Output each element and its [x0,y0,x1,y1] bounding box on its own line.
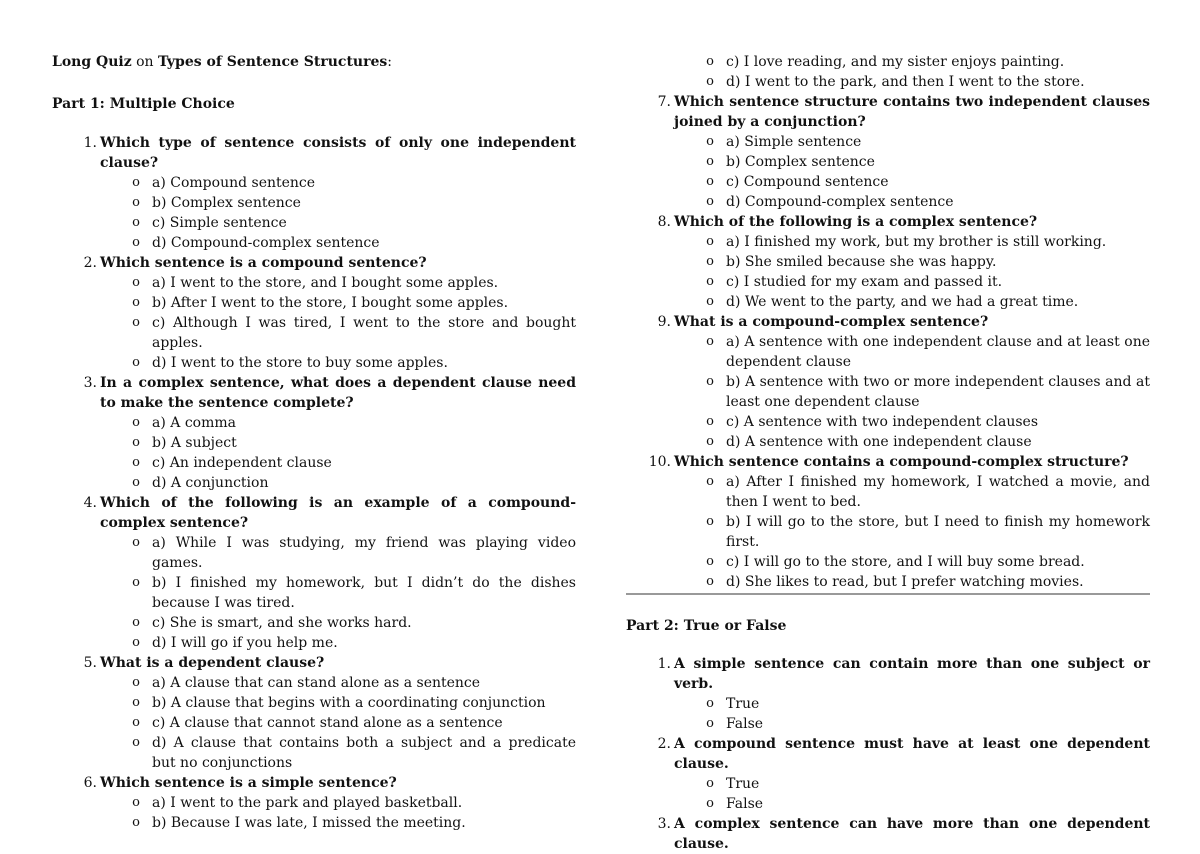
title-long-quiz: Long Quiz [52,54,132,70]
question-number: 8. [657,214,671,230]
bullet-icon: o [132,475,140,490]
answer-option [626,472,1150,512]
question-text: Which sentence contains a compound-complex structure? [674,454,1129,470]
question-number: 1. [83,135,97,151]
bullet-icon: o [132,215,140,230]
option-text: c) I love reading, and my sister enjoys painting. [726,54,1065,70]
answer-option [626,252,1150,272]
section-divider [626,593,1150,595]
part1-questions-right [626,52,1150,595]
bullet-icon: o [706,574,714,589]
bullet-icon: o [132,455,140,470]
bullet-icon: o [132,575,140,590]
question-number: 9. [657,314,671,330]
bullet-icon: o [132,175,140,190]
quiz-title [52,52,392,72]
part1-heading: Part 1: Multiple Choice [52,96,235,112]
answer-option [52,193,576,213]
bullet-icon: o [132,815,140,830]
answer-option [52,313,576,353]
option-text: a) I went to the store, and I bought some apples. [152,275,499,291]
question-text: Which of the following is a complex sentence? [674,214,1038,230]
answer-option [52,533,576,573]
option-text: d) Compound-complex sentence [726,194,954,210]
question-text: A complex sentence can have more than one dependent clause. [674,816,1150,852]
answer-option [52,173,576,193]
bullet-icon: o [132,535,140,550]
bullet-icon: o [132,675,140,690]
option-text: True [726,696,760,712]
question [52,133,576,173]
question-text: Which of the following is an example of a compound-complex sentence? [100,495,576,531]
part2-questions [626,654,1150,854]
option-text: a) I went to the park and played basketball. [152,795,463,811]
question-number: 10. [648,454,671,470]
question [626,92,1150,132]
question [52,493,576,533]
bullet-icon: o [706,254,714,269]
option-text: a) A comma [152,415,236,431]
answer-option [626,72,1150,92]
answer-option [52,693,576,713]
question [626,312,1150,332]
answer-option [52,433,576,453]
answer-option [626,192,1150,212]
option-text: a) A clause that can stand alone as a sentence [152,675,481,691]
bullet-icon: o [706,234,714,249]
question-text: Which sentence is a simple sentence? [100,775,397,791]
question-number: 3. [83,375,97,391]
question-text: A compound sentence must have at least one dependent clause. [674,736,1150,772]
option-text: c) A clause that cannot stand alone as a sentence [152,715,503,731]
question [626,654,1150,694]
answer-option [52,453,576,473]
question-number: 1. [657,656,671,672]
bullet-icon: o [706,374,714,389]
question-number: 3. [657,816,671,832]
bullet-icon: o [706,434,714,449]
answer-option [52,353,576,373]
question-text: A simple sentence can contain more than one subject or verb. [674,656,1150,692]
answer-option [52,613,576,633]
option-text: a) Compound sentence [152,175,316,191]
answer-option [52,293,576,313]
answer-option [52,213,576,233]
question-text: Which sentence is a compound sentence? [100,255,427,271]
bullet-icon: o [132,315,140,330]
option-text: a) After I finished my homework, I watched a movie, and then I went to bed. [726,474,1150,510]
bullet-icon: o [706,514,714,529]
answer-option [52,813,576,833]
option-text: d) I will go if you help me. [152,635,338,651]
question [626,452,1150,472]
question-number: 5. [83,655,97,671]
option-text: b) A clause that begins with a coordinating conjunction [152,695,546,711]
option-text: a) Simple sentence [726,134,862,150]
question-number: 6. [83,775,97,791]
bullet-icon: o [132,435,140,450]
option-text: b) I will go to the store, but I need to finish my homework first. [726,514,1150,550]
option-text: a) A sentence with one independent clause and at least one dependent clause [726,334,1150,370]
option-text: True [726,776,760,792]
answer-option [52,633,576,653]
option-text: b) After I went to the store, I bought some apples. [152,295,509,311]
answer-option [626,372,1150,412]
answer-option [52,733,576,773]
option-text: c) A sentence with two independent clauses [726,414,1039,430]
bullet-icon: o [706,174,714,189]
answer-option [626,152,1150,172]
answer-option [626,714,1150,734]
bullet-icon: o [706,54,714,69]
bullet-icon: o [132,295,140,310]
question-text: Which sentence structure contains two independent clauses joined by a conjunction? [674,94,1150,130]
bullet-icon: o [706,414,714,429]
option-text: a) While I was studying, my friend was playing video games. [152,535,576,571]
option-text: b) Complex sentence [726,154,875,170]
option-text: b) Complex sentence [152,195,301,211]
question [52,653,576,673]
bullet-icon: o [132,735,140,750]
bullet-icon: o [132,615,140,630]
answer-option [626,694,1150,714]
answer-option [626,132,1150,152]
option-text: d) A conjunction [152,475,269,491]
part2-heading: Part 2: True or False [626,618,787,634]
question-number: 7. [657,94,671,110]
option-text: c) I studied for my exam and passed it. [726,274,1003,290]
question-number: 2. [83,255,97,271]
bullet-icon: o [706,74,714,89]
question-number: 2. [657,736,671,752]
bullet-icon: o [706,474,714,489]
bullet-icon: o [132,275,140,290]
option-text: b) She smiled because she was happy. [726,254,997,270]
question [52,253,576,273]
answer-option [626,292,1150,312]
option-text: d) I went to the store to buy some apples. [152,355,448,371]
part1-questions-left [52,133,576,833]
option-text: c) Simple sentence [152,215,287,231]
answer-option [52,713,576,733]
question [626,734,1150,774]
question-text: In a complex sentence, what does a dependent clause need to make the sentence complete? [100,375,576,411]
option-text: d) Compound-complex sentence [152,235,380,251]
bullet-icon: o [132,415,140,430]
option-text: False [726,716,764,732]
option-text: c) Although I was tired, I went to the store and bought apples. [152,315,576,351]
option-text: c) She is smart, and she works hard. [152,615,412,631]
answer-option [626,52,1150,72]
answer-option [626,774,1150,794]
bullet-icon: o [132,195,140,210]
question [52,773,576,793]
answer-option [626,552,1150,572]
option-text: d) I went to the park, and then I went to the store. [726,74,1085,90]
bullet-icon: o [132,715,140,730]
question-text: What is a compound-complex sentence? [674,314,989,330]
bullet-icon: o [132,795,140,810]
title-topic: Types of Sentence Structures [158,54,388,70]
answer-option [626,432,1150,452]
answer-option [52,793,576,813]
bullet-icon: o [132,635,140,650]
bullet-icon: o [706,334,714,349]
bullet-icon: o [132,695,140,710]
answer-option [52,413,576,433]
option-text: d) She likes to read, but I prefer watching movies. [726,574,1084,590]
option-text: d) A sentence with one independent clause [726,434,1032,450]
answer-option [52,273,576,293]
option-text: False [726,796,764,812]
bullet-icon: o [706,294,714,309]
option-text: b) A sentence with two or more independent clauses and at least one dependent clause [726,374,1150,410]
option-text: d) We went to the party, and we had a great time. [726,294,1079,310]
answer-option [626,172,1150,192]
answer-option [626,272,1150,292]
answer-option [52,573,576,613]
bullet-icon: o [706,696,714,711]
bullet-icon: o [706,716,714,731]
question-text: Which type of sentence consists of only one independent clause? [100,135,576,171]
question-text: What is a dependent clause? [100,655,325,671]
option-text: b) Because I was late, I missed the meeting. [152,815,466,831]
answer-option [626,412,1150,432]
answer-option [626,232,1150,252]
title-on: on [131,54,159,70]
answer-option [626,572,1150,592]
option-text: b) A subject [152,435,237,451]
bullet-icon: o [706,554,714,569]
question [626,212,1150,232]
bullet-icon: o [706,796,714,811]
question [626,814,1150,854]
bullet-icon: o [706,274,714,289]
title-colon: : [387,54,392,70]
bullet-icon: o [706,776,714,791]
answer-option [52,473,576,493]
question-number: 4. [83,495,97,511]
bullet-icon: o [132,355,140,370]
answer-option [626,794,1150,814]
answer-option [52,673,576,693]
option-text: c) Compound sentence [726,174,889,190]
bullet-icon: o [132,235,140,250]
bullet-icon: o [706,194,714,209]
bullet-icon: o [706,134,714,149]
option-text: a) I finished my work, but my brother is still working. [726,234,1107,250]
option-text: d) A clause that contains both a subject and a predicate but no conjunctions [152,735,576,771]
option-text: b) I finished my homework, but I didn’t do the dishes because I was tired. [152,575,576,611]
answer-option [626,512,1150,552]
question [52,373,576,413]
answer-option [52,233,576,253]
option-text: c) An independent clause [152,455,332,471]
bullet-icon: o [706,154,714,169]
option-text: c) I will go to the store, and I will buy some bread. [726,554,1085,570]
answer-option [626,332,1150,372]
